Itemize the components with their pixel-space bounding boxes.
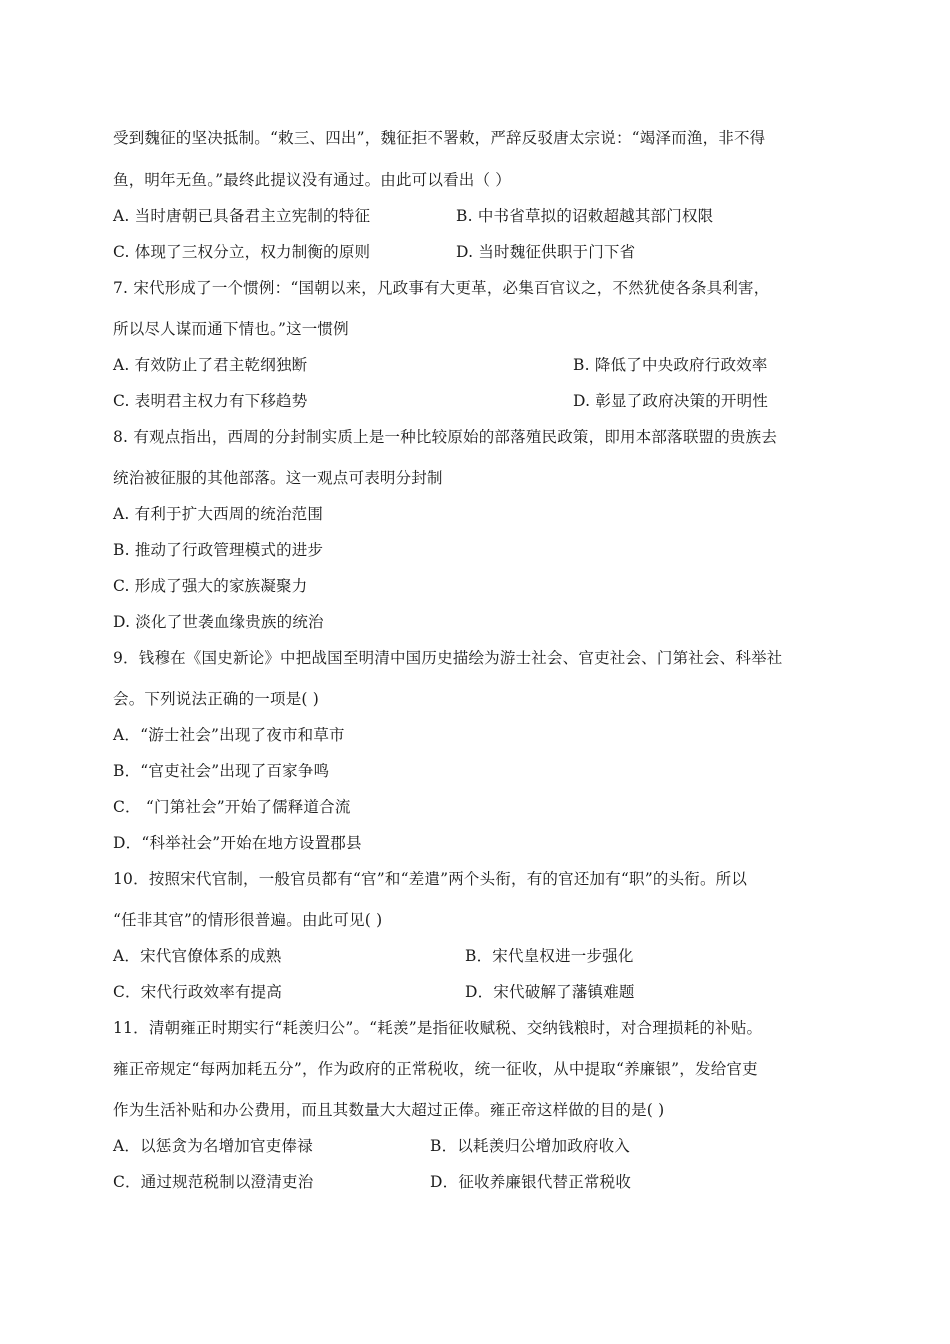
q11-option-b: B．以耗羡归公增加政府收入: [430, 1137, 630, 1155]
q10-option-b: B．宋代皇权进一步强化: [465, 947, 634, 965]
q9-option-a: A．“游士社会”出现了夜市和草市: [113, 726, 345, 744]
q6-option-a: A. 当时唐朝已具备君主立宪制的特征: [113, 207, 371, 225]
q8-option-d: D. 淡化了世袭血缘贵族的统治: [113, 613, 324, 631]
q8-option-b: B. 推动了行政管理模式的进步: [113, 541, 324, 559]
q7-option-d: D. 彰显了政府决策的开明性: [573, 392, 769, 410]
q10-stem-line-1: 10．按照宋代官制，一般官员都有“官”和“差遣”两个头衔，有的官还加有“职”的头衔。所以: [113, 870, 748, 888]
q9-option-b: B．“官吏社会”出现了百家争鸣: [113, 762, 330, 780]
q11-option-c: C．通过规范税制以澄清吏治: [113, 1173, 314, 1191]
q10-option-c: C．宋代行政效率有提高: [113, 983, 283, 1001]
q7-option-b: B. 降低了中央政府行政效率: [573, 356, 768, 374]
q9-option-c: C． “门第社会”开始了儒释道合流: [113, 798, 351, 816]
q11-stem-line-2: 雍正帝规定“每两加耗五分”，作为政府的正常税收，统一征收，从中提取“养廉银”，发给官吏: [113, 1060, 758, 1078]
q9-stem-line-2: 会。下列说法正确的一项是( ): [113, 690, 320, 708]
q8-stem-line-2: 统治被征服的其他部落。这一观点可表明分封制: [113, 469, 443, 487]
q6-stem-line-2: 鱼，明年无鱼。”最终此提议没有通过。由此可以看出（ ）: [113, 171, 512, 189]
q9-option-d: D．“科举社会”开始在地方设置郡县: [113, 834, 362, 852]
q9-stem-line-1: 9．钱穆在《国史新论》中把战国至明清中国历史描绘为游士社会、官吏社会、门第社会、科举社: [113, 649, 783, 667]
q11-stem-line-1: 11．清朝雍正时期实行“耗羡归公”。“耗羡”是指征收赋税、交纳钱粮时，对合理损耗的补贴。: [113, 1019, 763, 1037]
q7-stem-line-1: 7. 宋代形成了一个惯例：“国朝以来，凡政事有大更革，必集百官议之，不然犹使各条具利害，: [113, 279, 770, 297]
q11-option-a: A．以惩贪为名增加官吏俸禄: [113, 1137, 313, 1155]
q10-stem-line-2: “任非其官”的情形很普遍。由此可见( ): [113, 911, 383, 929]
q6-option-d: D. 当时魏征供职于门下省: [456, 243, 636, 261]
q7-option-c: C. 表明君主权力有下移趋势: [113, 392, 308, 410]
q8-option-c: C. 形成了强大的家族凝聚力: [113, 577, 308, 595]
q6-option-b: B. 中书省草拟的诏敕超越其部门权限: [456, 207, 714, 225]
q6-stem-line-1: 受到魏征的坚决抵制。“敕三、四出”，魏征拒不署敕，严辞反驳唐太宗说：“竭泽而渔，非不得: [113, 129, 766, 147]
q7-stem-line-2: 所以尽人谋而通下情也。”这一惯例: [113, 320, 349, 338]
q11-stem-line-3: 作为生活补贴和办公费用，而且其数量大大超过正俸。雍正帝这样做的目的是( ): [113, 1101, 665, 1119]
q10-option-a: A．宋代官僚体系的成熟: [113, 947, 282, 965]
q6-option-c: C. 体现了三权分立，权力制衡的原则: [113, 243, 371, 261]
q8-stem-line-1: 8. 有观点指出，西周的分封制实质上是一种比较原始的部落殖民政策，即用本部落联盟的贵族去: [113, 428, 778, 446]
q7-option-a: A. 有效防止了君主乾纲独断: [113, 356, 308, 374]
q8-option-a: A. 有利于扩大西周的统治范围: [113, 505, 324, 523]
q11-option-d: D．征收养廉银代替正常税收: [430, 1173, 632, 1191]
q10-option-d: D．宋代破解了藩镇难题: [465, 983, 635, 1001]
